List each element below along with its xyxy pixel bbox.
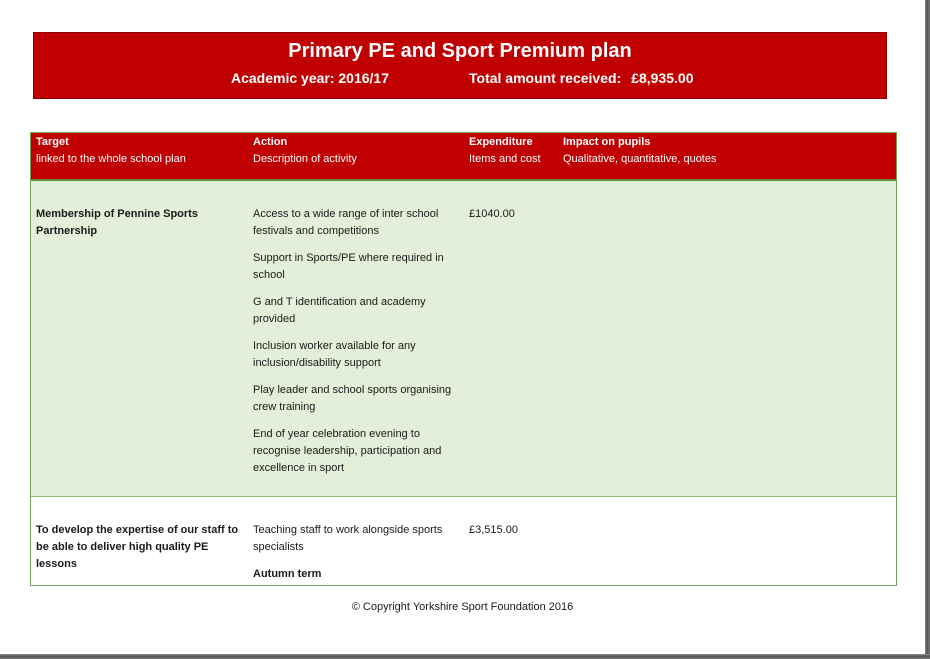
column-header-action [253,134,357,168]
total-amount [469,70,694,86]
action-cell [253,522,458,583]
copyright-footer: © Copyright Yorkshire Sport Foundation 2016 [351,601,574,613]
column-subtitle: Qualitative, quantitative, quotes [563,153,717,165]
column-subtitle: Items and cost [469,153,541,165]
action-item: Teaching staff to work alongside sports specialists [253,524,443,553]
column-header-expenditure [469,134,541,168]
expenditure-cell: £1040.00 [469,208,515,220]
column-title: Target [36,136,69,148]
column-title: Action [253,136,288,148]
column-header-impact [563,134,716,168]
expenditure-cell: £3,515.00 [469,524,518,536]
action-item: End of year celebration evening to recognise leadership, participation and excellence in sport [253,428,442,474]
target-cell: Membership of Pennine Sports Partnership [36,208,198,237]
column-subtitle: linked to the whole school plan [36,153,186,165]
action-item: Support in Sports/PE where required in school [253,252,444,281]
page-shadow-right [925,0,930,659]
action-subheading: Autumn term [253,568,322,580]
table-header [31,133,896,181]
target-cell: To develop the expertise of our staff to be able to deliver high quality PE lessons [36,524,239,570]
column-header-target [36,134,186,168]
academic-year: Academic year: 2016/17 [231,70,389,86]
action-cell [253,206,458,487]
action-item: Access to a wide range of inter school festivals and competitions [253,208,439,237]
title-banner [33,32,887,99]
table-row [31,497,896,585]
action-item: G and T identification and academy provided [253,296,426,325]
plan-table [30,132,897,586]
page-shadow-bottom [0,654,930,659]
action-item: Play leader and school sports organising crew training [253,384,452,413]
column-subtitle: Description of activity [253,153,357,165]
total-amount-value: £8,935.00 [631,70,694,86]
column-title: Impact on pupils [563,136,651,148]
total-amount-label: Total amount received: [469,70,622,86]
page-title: Primary PE and Sport Premium plan [288,40,632,62]
action-item: Inclusion worker available for any inclusion/disability support [253,340,416,369]
column-title: Expenditure [469,136,533,148]
table-row [31,181,896,497]
